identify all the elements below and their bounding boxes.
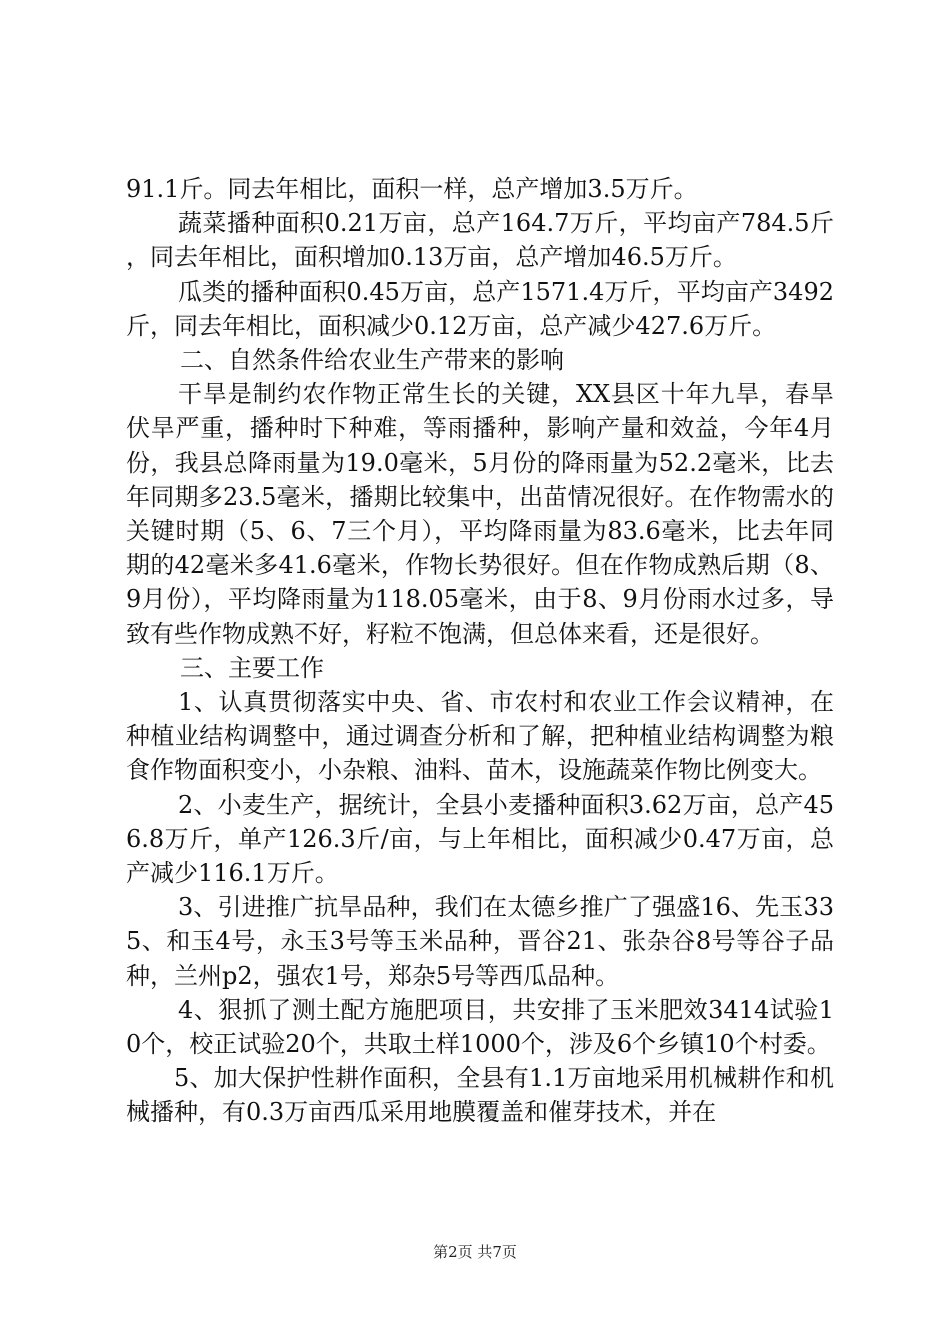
- section-heading-main-work: 三、主要工作: [180, 653, 324, 682]
- paragraph-melons: 瓜类的播种面积0.45万亩，总产1571.4万斤，平均亩产3492斤，同去年相比，面积减少0.12万亩，总产减少427.6万斤。: [126, 277, 834, 340]
- document-body: [126, 172, 834, 1130]
- paragraph-continuation: 91.1斤。同去年相比，面积一样，总产增加3.5万斤。: [126, 175, 698, 203]
- paragraph-work-item-1: 1、认真贯彻落实中央、省、市农村和农业工作会议精神，在种植业结构调整中，通过调查分析和了解，把种植业结构调整为粮食作物面积变小，小杂粮、油料、苗木，设施蔬菜作物比例变大。: [126, 688, 834, 785]
- section-heading-natural-conditions: 二、自然条件给农业生产带来的影响: [180, 346, 564, 375]
- paragraph-work-item-5: 5、加大保护性耕作面积，全县有1.1万亩地采用机械耕作和机械播种，有0.3万亩西瓜采用地膜覆盖和催芽技术，并在: [126, 1064, 834, 1127]
- page-footer: [0, 1242, 950, 1262]
- paragraph-drought-rainfall: 干旱是制约农作物正常生长的关键，XX县区十年九旱，春旱伏旱严重，播种时下种难，等雨播种，影响产量和效益，今年4月份，我县总降雨量为19.0毫米，5月份的降雨量为52.2毫米，比去年同期多23.5毫米，播期比较集中，出苗情况很好。在作物需水的关键时期（5、6、7三个月），平均降雨量为83.6毫米，比去年同期的42毫米多41.6毫米，作物长势很好。但在作物成熟后期（8、9月份），平均降雨量为118.05毫米，由于8、9月份雨水过多，导致有些作物成熟不好，籽粒不饱满，但总体来看，还是很好。: [126, 380, 834, 648]
- page-number-label: 第2页 共7页: [433, 1243, 517, 1261]
- paragraph-work-item-3: 3、引进推广抗旱品种，我们在太德乡推广了强盛16、先玉335、和玉4号，永玉3号等玉米品种，晋谷21、张杂谷8号等谷子品种，兰州p2，强农1号，郑杂5号等西瓜品种。: [126, 893, 834, 990]
- paragraph-work-item-2: 2、小麦生产，据统计，全县小麦播种面积3.62万亩，总产456.8万斤，单产126.3斤/亩，与上年相比，面积减少0.47万亩，总产减少116.1万斤。: [126, 790, 834, 888]
- paragraph-work-item-4: 4、狠抓了测土配方施肥项目，共安排了玉米肥效3414试验10个，校正试验20个，共取土样1000个，涉及6个乡镇10个村委。: [126, 995, 834, 1059]
- paragraph-vegetables: 蔬菜播种面积0.21万亩，总产164.7万斤，平均亩产784.5斤，同去年相比，面积增加0.13万亩，总产增加46.5万斤。: [126, 209, 834, 272]
